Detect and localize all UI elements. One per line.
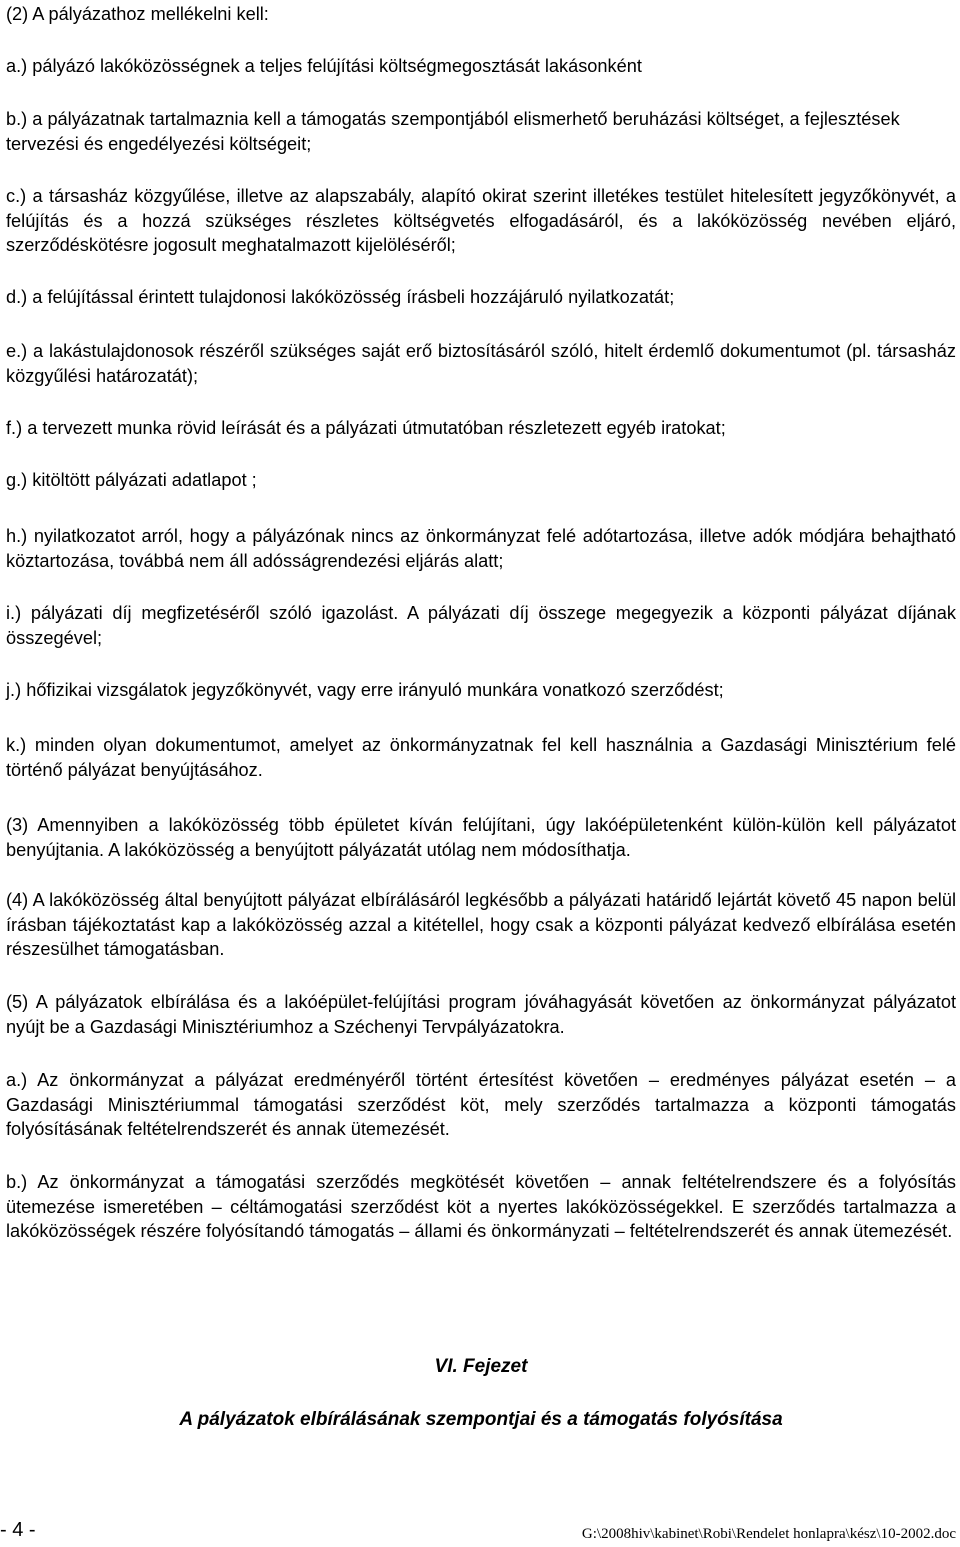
item-a: a.) pályázó lakóközösségnek a teljes felújítási költségmegosztását lakásonként	[6, 56, 642, 76]
section-5: (5) A pályázatok elbírálása és a lakóépület-felújítási program jóváhagyását követően az önkormányzat pályázatot nyújt be a Gazdasági Minisztériumhoz a Széchenyi Tervpályázatokra.	[6, 992, 956, 1037]
chapter-title: A pályázatok elbírálásának szempontjai és a támogatás folyósítása	[179, 1409, 783, 1430]
file-path: G:\2008hiv\kabinet\Robi\Rendelet honlapra\kész\10-2002.doc	[581, 1526, 956, 1542]
item-d: d.) a felújítással érintett tulajdonosi lakóközösség írásbeli hozzájáruló nyilatkozatát;	[6, 287, 675, 307]
item-k: k.) minden olyan dokumentumot, amelyet az önkormányzatnak fel kell használnia a Gazdasági Minisztérium felé történő pályázat benyújtásához.	[6, 735, 956, 780]
item-c: c.) a társasház közgyűlése, illetve az alapszabály, alapító okirat szerint illetékes testület hitelesített jegyzőkönyvét, a felújítás és a hozzá szükséges részletes költségvetés elfogadásáról, és a lakóközösség nevében eljáró, szerződéskötésre jogosult meghatalmazott kijelöléséről;	[6, 186, 956, 255]
chapter-number: VI. Fejezet	[434, 1356, 528, 1377]
item-h: h.) nyilatkozatot arról, hogy a pályázónak nincs az önkormányzat felé adótartozása, illetve adók módjára behajtható köztartozása, továbbá nem áll adósságrendezési eljárás alatt;	[6, 526, 956, 571]
item-f: f.) a tervezett munka rövid leírását és a pályázati útmutatóban részletezett egyéb iratokat;	[6, 418, 726, 438]
intro-paragraph: (2) A pályázathoz mellékelni kell:	[6, 4, 269, 24]
item-b: b.) a pályázatnak tartalmaznia kell a támogatás szempontjából elismerhető beruházási költséget, a fejlesztések tervezési és engedélyezési költségeit;	[6, 109, 900, 154]
section-4: (4) A lakóközösség által benyújtott pályázat elbírálásáról legkésőbb a pályázati határidő lejártát követő 45 napon belül írásban tájékoztatást kap a lakóközösség azzal a kitétellel, hogy csak a központi pályázat kedvező elbírálása esetén részesülhet támogatásban.	[6, 890, 956, 959]
section-5-a: a.) Az önkormányzat a pályázat eredményéről történt értesítést követően – eredményes pályázat esetén – a Gazdasági Minisztériummal támogatási szerződést köt, mely szerződés tartalmazza a központi támogatás folyósításának feltételrendszerét és annak ütemezését.	[6, 1070, 956, 1139]
item-i: i.) pályázati díj megfizetéséről szóló igazolást. A pályázati díj összege megegyezik a központi pályázat díjának összegével;	[6, 603, 956, 648]
item-e: e.) a lakástulajdonosok részéről szükséges saját erő biztosításáról szóló, hitelt érdemlő dokumentumot (pl. társasház közgyűlési határozatát);	[6, 341, 956, 386]
page-number: - 4 -	[0, 1519, 36, 1541]
section-5-b: b.) Az önkormányzat a támogatási szerződés megkötését követően – annak feltételrendszere és a folyósítás ütemezése ismeretében – céltámogatási szerződést köt a nyertes lakóközösségekkel. E szerződés tartalmazza a lakóközösségek részére folyósítandó támogatás – állami és önkormányzati – feltételrendszerét és annak ütemezését.	[6, 1172, 956, 1241]
item-j: j.) hőfizikai vizsgálatok jegyzőkönyvét, vagy erre irányuló munkára vonatkozó szerződést;	[6, 680, 724, 700]
item-g: g.) kitöltött pályázati adatlapot ;	[6, 470, 257, 490]
section-3: (3) Amennyiben a lakóközösség több épületet kíván felújítani, úgy lakóépületenként külön-külön kell pályázatot benyújtania. A lakóközösség a benyújtott pályázatát utólag nem módosíthatja.	[6, 815, 956, 860]
